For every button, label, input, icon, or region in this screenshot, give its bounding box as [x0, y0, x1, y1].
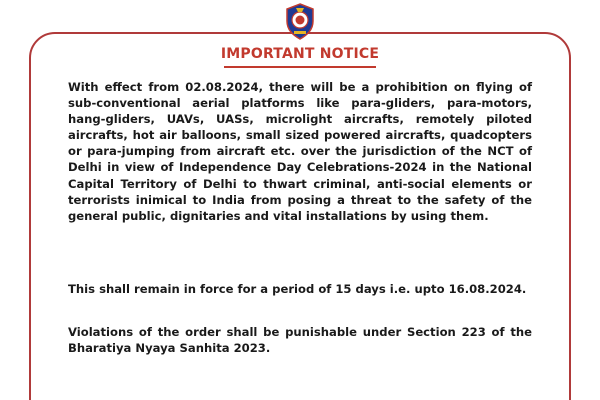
delhi-police-emblem-icon — [284, 3, 316, 40]
notice-paragraph-duration: This shall remain in force for a period of 15 days i.e. upto 16.08.2024. — [68, 282, 527, 296]
title-underline — [224, 66, 376, 68]
notice-title: IMPORTANT NOTICE — [220, 46, 380, 62]
notice-paragraph-penalty: Violations of the order shall be punishable under Section 223 of the Bharatiya Nyaya Sanhita 2023. — [68, 325, 532, 356]
notice-paragraph-prohibition: With effect from 02.08.2024, there will be a prohibition on flying of sub-conventional aerial platforms like para-gliders, para-motors, hang-gliders, UAVs, UASs, microlight aircrafts, remotely piloted aircrafts, hot air balloons, small sized powered aircrafts, quadcopters or para-jumping from aircraft etc. over the jurisdiction of the NCT of Delhi in view of Independence Day Celebrations-2024 in the National Capital Territory of Delhi to thwart criminal, anti-social elements or terrorists inimical to India from posing a threat to the safety of the general public, dignitaries and vital installations by using them. — [68, 80, 532, 223]
